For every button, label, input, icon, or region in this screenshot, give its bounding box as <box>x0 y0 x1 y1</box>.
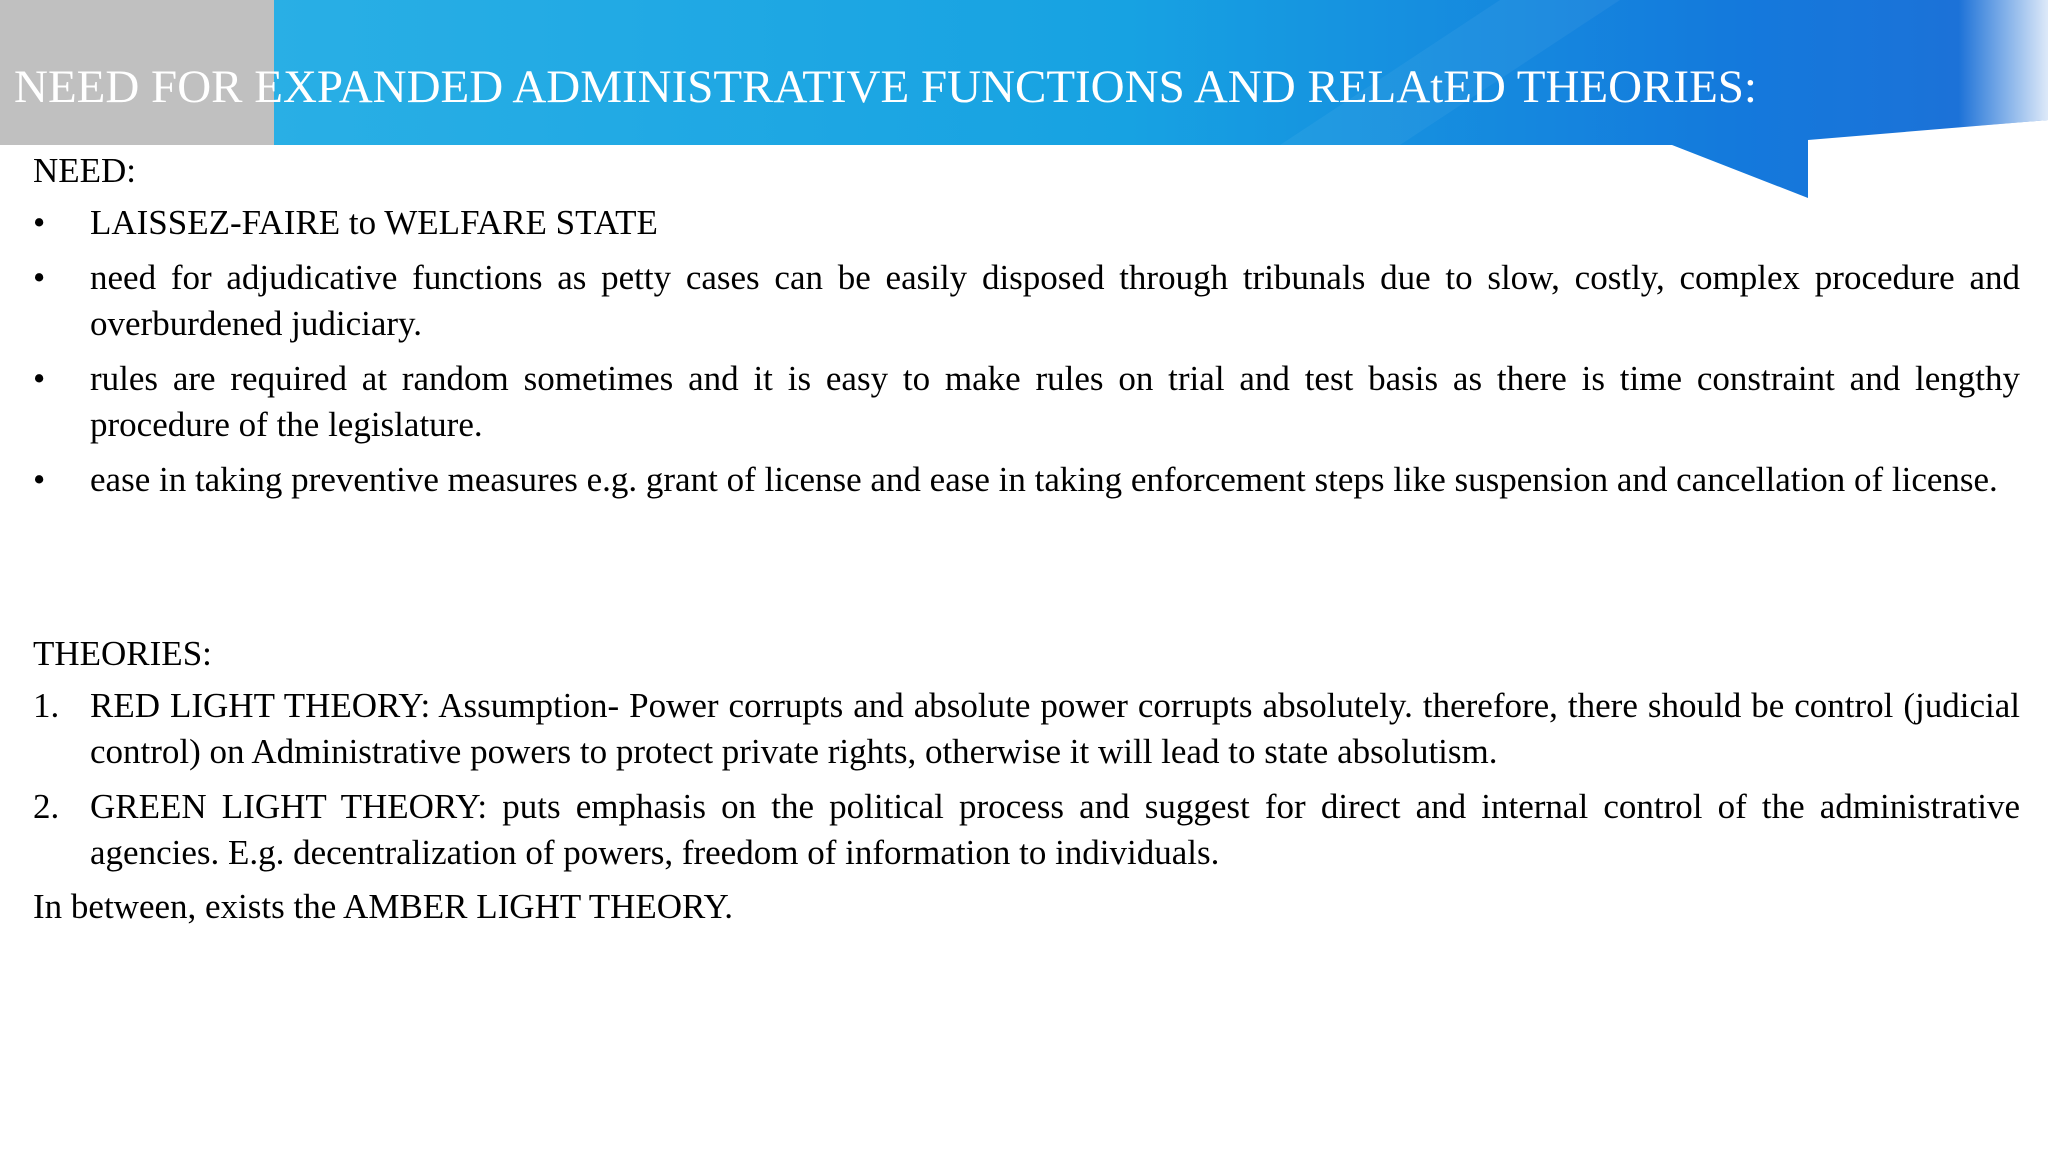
list-item <box>33 356 2020 448</box>
list-item <box>33 457 2020 503</box>
slide-title: NEED FOR EXPANDED ADMINISTRATIVE FUNCTIONS AND RELAtED THEORIES: <box>14 61 1757 113</box>
list-item-text: need for adjudicative functions as petty cases can be easily disposed through tribunals due to slow, costly, complex procedure and overburdened judiciary. <box>90 258 2020 343</box>
list-item <box>33 255 2020 347</box>
need-heading: NEED: <box>33 151 137 190</box>
list-item-text: rules are required at random sometimes and it is easy to make rules on trial and test basis as there is time constraint and lengthy procedure of the legislature. <box>90 359 2020 444</box>
list-item <box>33 200 2020 246</box>
list-item-text: RED LIGHT THEORY: Assumption- Power corrupts and absolute power corrupts absolutely. therefore, there should be control (judicial control) on Administrative powers to protect private rights, otherwise it will lead to state absolutism. <box>90 686 2020 771</box>
closing-statement: In between, exists the AMBER LIGHT THEORY. <box>33 887 733 926</box>
list-item <box>33 784 2020 876</box>
slide-content <box>33 148 2020 930</box>
section-spacer <box>33 503 2020 631</box>
need-list <box>33 200 2020 503</box>
list-number: 1. <box>33 686 60 725</box>
list-item-text: GREEN LIGHT THEORY: puts emphasis on the political process and suggest for direct and internal control of the administrative agencies. E.g. decentralization of powers, freedom of information to individuals. <box>90 787 2020 872</box>
bullet-marker: • <box>33 460 46 499</box>
bullet-marker: • <box>33 359 46 398</box>
list-number: 2. <box>33 787 60 826</box>
list-item-text: LAISSEZ-FAIRE to WELFARE STATE <box>90 203 658 242</box>
bullet-marker: • <box>33 203 46 242</box>
list-item <box>33 683 2020 775</box>
theories-list <box>33 683 2020 876</box>
theories-heading: THEORIES: <box>33 634 212 673</box>
bullet-marker: • <box>33 258 46 297</box>
list-item-text: ease in taking preventive measures e.g. grant of license and ease in taking enforcement steps like suspension and cancellation of license. <box>90 460 1998 499</box>
